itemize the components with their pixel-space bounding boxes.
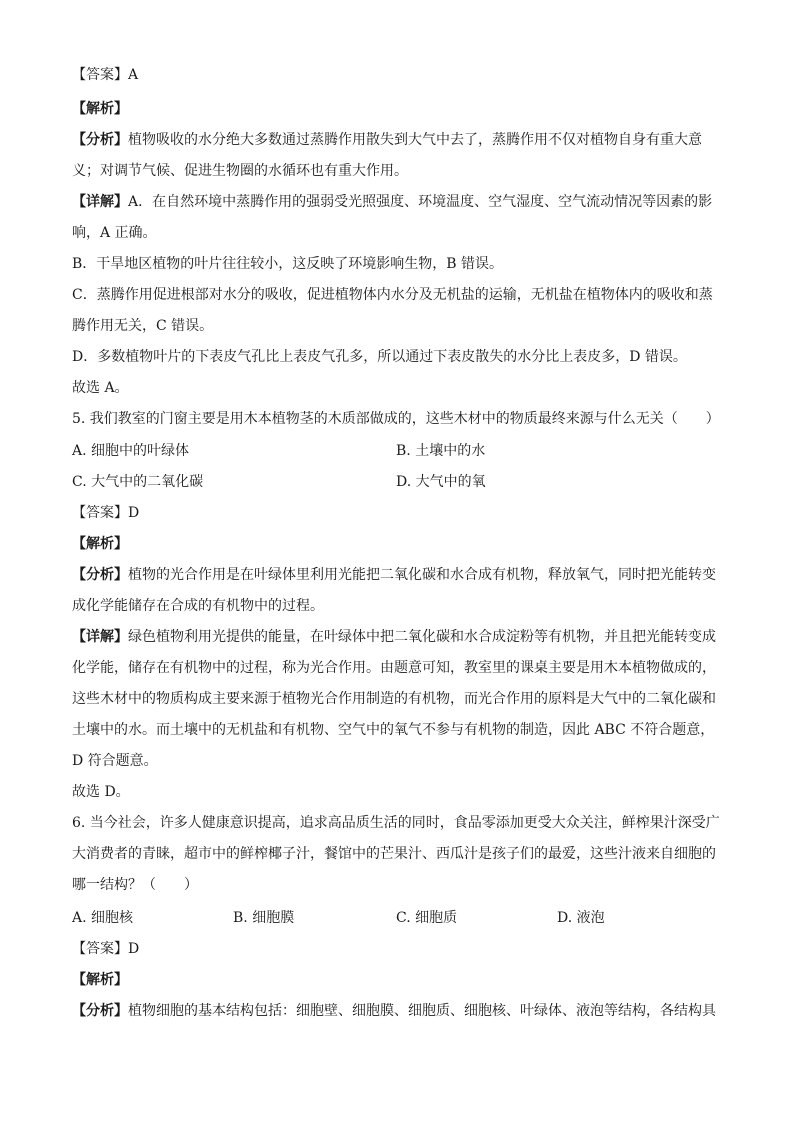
q5-conclusion: 故选 D。 <box>72 784 130 800</box>
q6-option-c: C. 细胞质 <box>396 910 458 926</box>
q5-detail: 【详解】绿色植物利用光提供的能量，在叶绿体中把二氧化碳和水合成淀粉等有机物，并且把光能转变成 <box>72 629 716 645</box>
q5-analysis-label: 【解析】 <box>72 536 128 552</box>
q4-option-b-explain: B．干旱地区植物的叶片往往较小，这反映了环境影响生物，B 错误。 <box>72 256 504 272</box>
q5-detail-cont-3: 土壤中的水。而土壤中的无机盐和有机物、空气中的氧气不参与有机物的制造，因此 ABC 不符合题意， <box>72 722 715 738</box>
q4-answer: 【答案】A <box>72 67 139 83</box>
q5-detail-cont-1: 化学能，储存在有机物中的过程，称为光合作用。由题意可知，教室里的课桌主要是用木本植物做成的， <box>72 660 716 676</box>
q5-option-b: B. 土壤中的水 <box>396 443 486 459</box>
q4-analysis-label: 【解析】 <box>72 101 128 117</box>
q5-analysis: 【分析】植物的光合作用是在叶绿体里利用光能把二氧化碳和水合成有机物，释放氧气，同时把光能转变 <box>72 567 716 583</box>
q5-option-c: C. 大气中的二氧化碳 <box>72 474 204 490</box>
q4-option-c-explain: C．蒸腾作用促进根部对水分的吸收，促进植物体内水分及无机盐的运输，无机盐在植物体内的吸收和蒸 <box>72 287 713 303</box>
q6-question: 6. 当今社会，许多人健康意识提高，追求高品质生活的同时，食品零添加更受大众关注，鲜榨果汁深受广 <box>72 815 720 831</box>
q4-option-c-explain-cont: 腾作用无关，C 错误。 <box>72 318 214 334</box>
q6-option-a: A. 细胞核 <box>72 910 134 926</box>
q5-detail-cont-4: D 符合题意。 <box>72 753 158 769</box>
q6-question-cont-2: 哪一结构？（ ） <box>72 877 198 893</box>
q6-option-d: D. 液泡 <box>557 910 605 926</box>
q5-answer: 【答案】D <box>72 505 140 521</box>
q6-analysis-label: 【解析】 <box>72 972 128 988</box>
q5-detail-cont-2: 这些木材中的物质构成主要来源于植物光合作用制造的有机物，而光合作用的原料是大气中的二氧化碳和 <box>72 691 716 707</box>
q5-option-a: A. 细胞中的叶绿体 <box>72 443 190 459</box>
q6-analysis: 【分析】植物细胞的基本结构包括：细胞壁、细胞膜、细胞质、细胞核、叶绿体、液泡等结构，各结构具 <box>72 1003 716 1019</box>
q4-detail-cont: 响，A 正确。 <box>72 225 157 241</box>
q5-option-d: D. 大气中的氧 <box>396 474 486 490</box>
q5-question: 5. 我们教室的门窗主要是用木本植物茎的木质部做成的，这些木材中的物质最终来源与什么无关（ ） <box>72 411 720 427</box>
q4-analysis-cont: 义；对调节气候、促进生物圈的水循环也有重大作用。 <box>72 163 408 179</box>
q4-analysis: 【分析】植物吸收的水分绝大多数通过蒸腾作用散失到大气中去了，蒸腾作用不仅对植物自身有重大意 <box>72 132 702 148</box>
q6-question-cont-1: 大消费者的青睐，超市中的鲜榨椰子汁，餐馆中的芒果汁、西瓜汁是孩子们的最爱，这些汁液来自细胞的 <box>72 846 716 862</box>
q4-option-d-explain: D．多数植物叶片的下表皮气孔比上表皮气孔多，所以通过下表皮散失的水分比上表皮多，D 错误。 <box>72 349 687 365</box>
q4-detail: 【详解】A．在自然环境中蒸腾作用的强弱受光照强度、环境温度、空气湿度、空气流动情况等因素的影 <box>72 194 713 210</box>
q6-option-b: B. 细胞膜 <box>233 910 295 926</box>
q6-answer: 【答案】D <box>72 941 140 957</box>
q5-analysis-cont: 成化学能储存在合成的有机物中的过程。 <box>72 598 324 614</box>
q4-conclusion: 故选 A。 <box>72 380 129 396</box>
